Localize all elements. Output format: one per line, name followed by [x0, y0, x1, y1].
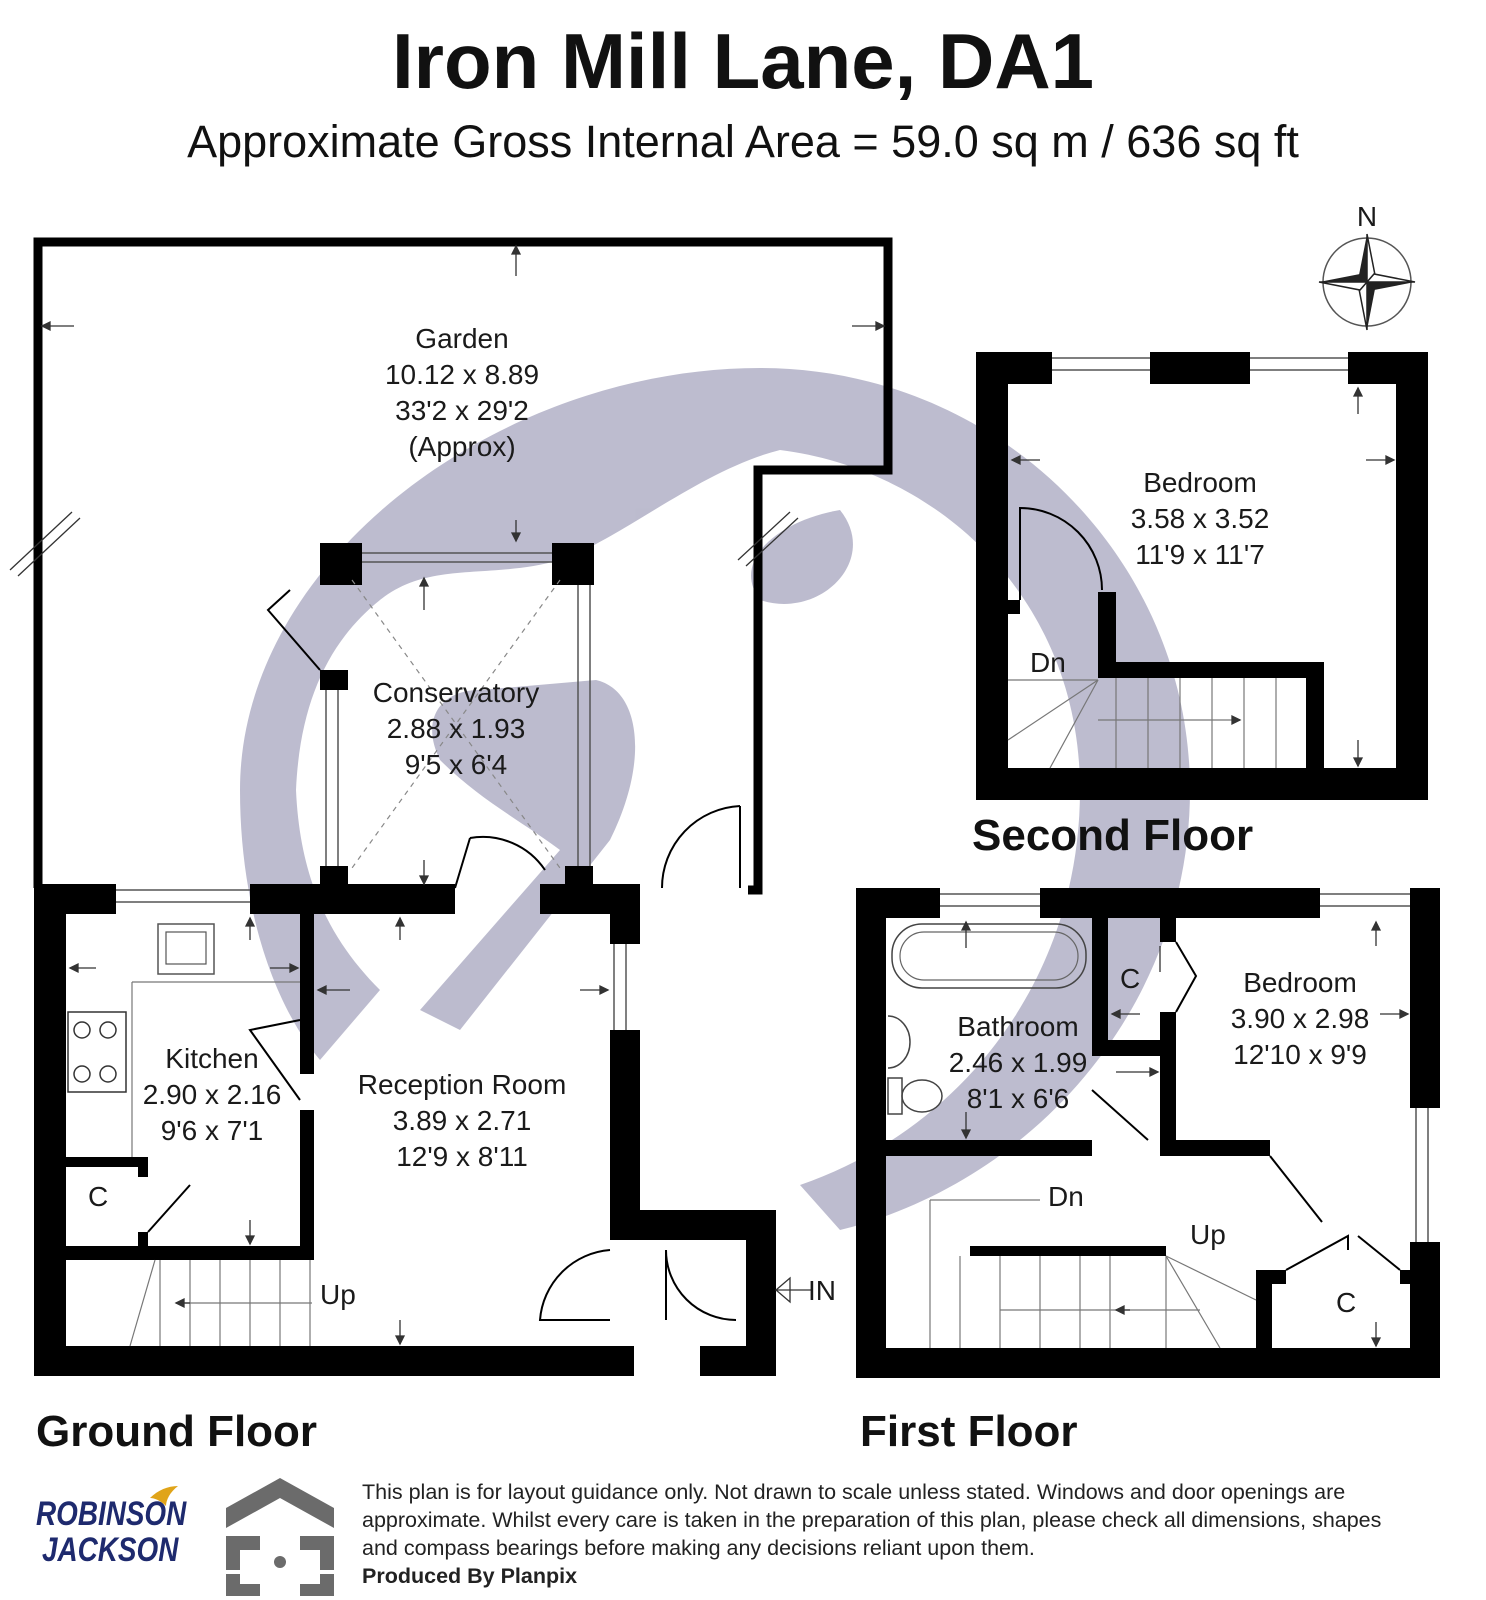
- room-name: Kitchen: [165, 1043, 259, 1074]
- room-metric: 3.90 x 2.98: [1230, 1003, 1370, 1034]
- room-kitchen: [143, 1043, 282, 1146]
- ground-floor-label: Ground Floor: [36, 1407, 318, 1456]
- room-imperial: 11'9 x 11'7: [1135, 539, 1265, 570]
- planpix-logo-icon: [226, 1478, 334, 1596]
- compass-rose-icon: [1319, 234, 1415, 330]
- room-reception: [358, 1069, 567, 1172]
- room-metric: 2.46 x 1.99: [948, 1047, 1088, 1078]
- room-imperial: 9'6 x 7'1: [160, 1115, 264, 1146]
- cupboard-label: C: [1120, 963, 1141, 994]
- room-metric: 2.90 x 2.16: [142, 1079, 282, 1110]
- room-imperial: 33'2 x 29'2: [395, 395, 529, 426]
- stairs-up-label: Up: [1190, 1219, 1226, 1250]
- cupboard-label: C: [1336, 1287, 1357, 1318]
- room-imperial: 12'9 x 8'11: [396, 1141, 528, 1172]
- room-name: Bathroom: [957, 1011, 1079, 1042]
- room-name: Conservatory: [372, 677, 540, 708]
- disclaimer: [362, 1478, 1392, 1590]
- second-floor-label: Second Floor: [972, 811, 1254, 860]
- room-name: Bedroom: [1243, 967, 1357, 998]
- robinson-jackson-logo: [36, 1486, 196, 1586]
- stairs-up-label: Up: [320, 1279, 356, 1310]
- cupboard-label: C: [88, 1181, 109, 1212]
- room-metric: 2.88 x 1.93: [386, 713, 526, 744]
- room-imperial: 8'1 x 6'6: [966, 1083, 1070, 1114]
- page-title: Iron Mill Lane, DA1: [391, 17, 1095, 105]
- room-metric: 3.89 x 2.71: [392, 1105, 532, 1136]
- room-note: (Approx): [408, 431, 516, 462]
- area-subtitle: Approximate Gross Internal Area = 59.0 sq m / 636 sq ft: [187, 116, 1299, 167]
- stairs-down-label: Dn: [1048, 1181, 1084, 1212]
- room-name: Garden: [415, 323, 509, 354]
- logo-line-2: JACKSON: [42, 1531, 179, 1569]
- room-bedroom-first: [1231, 967, 1370, 1070]
- logo-line-1: ROBINSON: [36, 1495, 187, 1533]
- disclaimer-text: This plan is for layout guidance only. Not drawn to scale unless stated. Windows and door openings are approximate. Whilst every care is taken in the preparation of this plan, please check all dimensions, shapes and compass bearings before making any decisions reliant upon them.: [362, 1480, 1382, 1560]
- entrance-label: IN: [808, 1275, 836, 1306]
- room-name: Bedroom: [1143, 467, 1257, 498]
- room-bathroom: [949, 1011, 1088, 1114]
- first-floor-label: First Floor: [860, 1407, 1078, 1456]
- room-imperial: 9'5 x 6'4: [404, 749, 508, 780]
- produced-by: Produced By Planpix: [362, 1564, 578, 1588]
- room-imperial: 12'10 x 9'9: [1233, 1039, 1367, 1070]
- stairs-down-label: Dn: [1030, 647, 1066, 678]
- room-name: Reception Room: [357, 1069, 567, 1100]
- room-metric: 3.58 x 3.52: [1130, 503, 1270, 534]
- room-metric: 10.12 x 8.89: [384, 359, 540, 390]
- compass-north-label: N: [1356, 201, 1378, 232]
- room-bedroom-second: [1131, 467, 1270, 570]
